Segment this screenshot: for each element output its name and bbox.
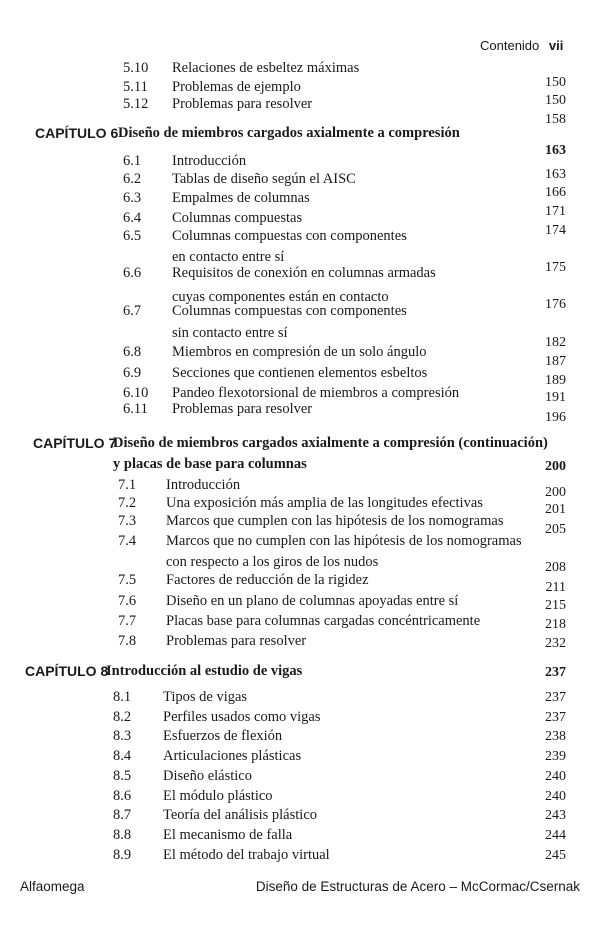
chapter-page-number: 163 xyxy=(545,143,566,158)
section-page-number: 150 xyxy=(545,75,566,90)
section-title: Marcos que no cumplen con las hipótesis de los nomogramas xyxy=(166,533,522,549)
section-number: 5.10 xyxy=(123,60,149,76)
section-title: Introducción xyxy=(172,153,247,169)
section-number: 8.1 xyxy=(113,689,132,705)
section-number: 6.10 xyxy=(123,385,149,401)
section-number: 6.7 xyxy=(123,303,142,319)
section-page-number: 182 xyxy=(545,335,566,350)
section-number: 6.3 xyxy=(123,190,142,206)
chapter-page-number: 200 xyxy=(545,459,566,474)
section-page-number: 232 xyxy=(545,636,566,651)
section-number: 6.1 xyxy=(123,153,142,169)
running-header xyxy=(480,37,563,55)
section-page-number: 200 xyxy=(545,485,566,500)
section-title: Placas base para columnas cargadas concéntricamente xyxy=(166,613,481,629)
section-page-number: 239 xyxy=(545,749,566,765)
section-page-number: 163 xyxy=(545,167,566,182)
section-title: Esfuerzos de flexión xyxy=(163,728,283,745)
chapter-label: CAPÍTULO 6 xyxy=(35,125,119,141)
section-number: 7.8 xyxy=(118,633,137,649)
section-title: Perfiles usados como vigas xyxy=(163,708,321,725)
section-number: 6.4 xyxy=(123,210,142,226)
chapter-title: Diseño de miembros cargados axialmente a compresión (continuación) xyxy=(113,435,548,451)
section-title: El método del trabajo virtual xyxy=(163,846,330,863)
section-page-number: 208 xyxy=(545,560,566,575)
section-page-number: 196 xyxy=(545,410,566,425)
section-page-number: 175 xyxy=(545,260,566,275)
section-number: 8.6 xyxy=(113,787,132,804)
section-page-number: 205 xyxy=(545,522,566,537)
section-number: 8.3 xyxy=(113,728,132,745)
chapter-label: CAPÍTULO 7 xyxy=(33,435,117,451)
section-page-number: 166 xyxy=(545,185,566,200)
chapter-title: Diseño de miembros cargados axialmente a compresión xyxy=(118,125,460,141)
section-title: Empalmes de columnas xyxy=(172,190,310,206)
section-title: Problemas para resolver xyxy=(172,96,313,112)
section-number: 6.9 xyxy=(123,365,142,381)
section-number: 8.7 xyxy=(113,807,132,824)
section-page-number: 150 xyxy=(545,93,566,108)
section-title: El mecanismo de falla xyxy=(163,826,293,843)
section-title: Columnas compuestas con componentes xyxy=(172,228,407,244)
section-number: 6.8 xyxy=(123,344,142,360)
section-title: Problemas para resolver xyxy=(172,401,313,417)
section-title: Articulaciones plásticas xyxy=(163,748,302,765)
section-title: Pandeo flexotorsional de miembros a compresión xyxy=(172,385,460,401)
section-title: sin contacto entre sí xyxy=(172,325,288,341)
section-number: 8.4 xyxy=(113,748,132,765)
section-title: Marcos que cumplen con las hipótesis de los nomogramas xyxy=(166,513,504,529)
section-page-number: 171 xyxy=(545,204,566,219)
section-page-number: 176 xyxy=(545,297,566,312)
section-title: Miembros en compresión de un solo ángulo xyxy=(172,344,427,360)
section-number: 7.1 xyxy=(118,477,137,493)
section-title: Tipos de vigas xyxy=(163,689,248,705)
section-page-number: 240 xyxy=(545,768,566,784)
section-title: Diseño elástico xyxy=(163,767,252,784)
section-title: Columnas compuestas xyxy=(172,210,303,226)
section-title: Columnas compuestas con componentes xyxy=(172,303,407,319)
section-number: 7.5 xyxy=(118,572,137,588)
section-number: 7.4 xyxy=(118,533,137,549)
section-page-number: 237 xyxy=(545,709,566,725)
section-title: Teoría del análisis plástico xyxy=(163,807,318,824)
section-number: 8.9 xyxy=(113,846,132,863)
section-number: 6.5 xyxy=(123,228,142,244)
footer-book-title: Diseño de Estructuras de Acero – McCormac/Csernak xyxy=(255,879,580,894)
header-section: Contenido xyxy=(480,38,540,53)
section-number: 5.11 xyxy=(123,79,148,95)
section-title: Problemas para resolver xyxy=(166,633,307,649)
section-page-number: 158 xyxy=(545,112,566,127)
section-number: 8.5 xyxy=(113,767,132,784)
section-title: El módulo plástico xyxy=(163,787,273,804)
chapter-page-number: 237 xyxy=(545,665,566,680)
section-title: Factores de reducción de la rigidez xyxy=(166,572,369,588)
section-title: Secciones que contienen elementos esbeltos xyxy=(172,365,428,381)
section-title: en contacto entre sí xyxy=(172,249,285,265)
section-page-number: 218 xyxy=(545,617,566,632)
section-title: Introducción xyxy=(166,477,241,493)
section-number: 7.7 xyxy=(118,613,137,629)
section-page-number: 243 xyxy=(545,808,566,824)
section-page-number: 238 xyxy=(545,729,566,745)
section-title: Problemas de ejemplo xyxy=(172,79,301,95)
section-number: 8.8 xyxy=(113,826,132,843)
section-page-number: 174 xyxy=(545,223,566,238)
section-title: cuyas componentes están en contacto xyxy=(172,289,389,305)
section-page-number: 211 xyxy=(545,580,566,595)
section-page-number: 240 xyxy=(545,788,566,804)
section-title: Tablas de diseño según el AISC xyxy=(172,171,356,187)
section-number: 6.2 xyxy=(123,171,142,187)
section-page-number: 244 xyxy=(545,827,566,843)
header-page-numeral: vii xyxy=(548,38,564,53)
section-title: Requisitos de conexión en columnas armadas xyxy=(172,265,436,281)
section-title: Una exposición más amplia de las longitudes efectivas xyxy=(166,495,483,511)
section-number: 6.11 xyxy=(123,401,148,417)
section-page-number: 187 xyxy=(545,354,566,369)
section-page-number: 189 xyxy=(545,373,566,388)
section-page-number: 215 xyxy=(545,598,566,613)
section-title: con respecto a los giros de los nudos xyxy=(166,554,379,570)
section-title: Diseño en un plano de columnas apoyadas entre sí xyxy=(166,593,459,609)
section-number: 7.6 xyxy=(118,593,137,609)
chapter-label: CAPÍTULO 8 xyxy=(25,663,109,679)
section-page-number: 191 xyxy=(545,390,566,405)
chapter-title: Introducción al estudio de vigas xyxy=(106,663,303,679)
section-number: 6.6 xyxy=(123,265,142,281)
section-page-number: 237 xyxy=(545,690,566,705)
section-page-number: 201 xyxy=(545,502,566,517)
section-page-number: 245 xyxy=(545,847,566,863)
footer-publisher: Alfaomega xyxy=(20,879,85,894)
section-number: 7.2 xyxy=(118,495,137,511)
section-number: 8.2 xyxy=(113,708,132,725)
section-number: 5.12 xyxy=(123,96,149,112)
section-number: 7.3 xyxy=(118,513,137,529)
chapter-title: y placas de base para columnas xyxy=(113,456,307,472)
section-title: Relaciones de esbeltez máximas xyxy=(172,60,360,76)
